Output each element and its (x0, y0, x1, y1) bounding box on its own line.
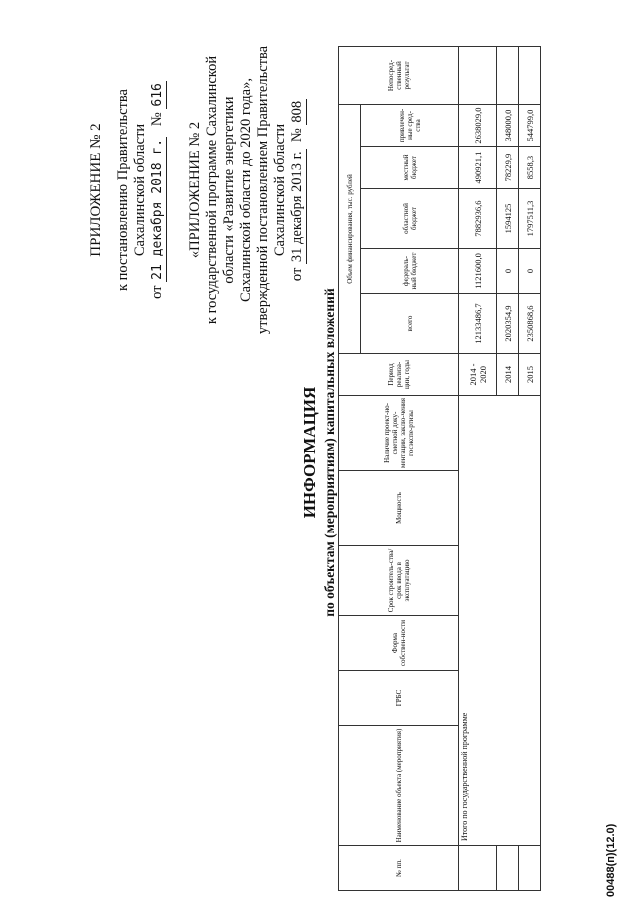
col-power-header: Мощность (339, 471, 459, 546)
col-local-header: местный бюджет (361, 147, 459, 189)
prev-line-1: к государственной программе Сахалинской (204, 55, 220, 325)
col-fin-header: Объем финансирования, тыс. рублей (339, 105, 361, 354)
col-grbs-header: ГРБС (339, 671, 459, 726)
prev-line-3: Сахалинской области до 2020 года», (238, 78, 254, 302)
prev-line-4: утвержденной постановлением Правительства (255, 45, 271, 335)
col-reg-header: областной бюджет (361, 189, 459, 249)
total-label: Итого по государственной программе (459, 396, 541, 846)
prev-number: 808 (289, 100, 305, 123)
resolution-date-line: от 21 декабря 2018 г. № 616 (149, 83, 165, 299)
cell-reg: 7882936,6 (459, 189, 497, 249)
table-row (459, 47, 497, 891)
cell-attr: 2638029,0 (459, 105, 497, 147)
info-title: ИНФОРМАЦИЯ (300, 386, 319, 519)
cell-reg: 1797511,3 (519, 189, 541, 249)
cell-local: 8558,3 (519, 147, 541, 189)
col-fed-header: федераль-ный бюджет (361, 249, 459, 294)
col-form-header: Форма собствен-ности (339, 616, 459, 671)
col-attr-header: привлечен-ные сред-ства (361, 105, 459, 147)
col-period-header: Период реализа-ции, годы (339, 354, 459, 396)
col-term-header: Срок строитель-ства/срок ввода в эксплуатацию (339, 546, 459, 616)
col-result-header: Непосред-ственный результат (339, 47, 459, 105)
cell-period: 2014 (497, 354, 519, 396)
col-project-header: Наличие проект-но-сметной доку-ментации, заклю-чения госэкспе-ртизы (339, 396, 459, 471)
col-total-header: всего (361, 294, 459, 354)
cell-total: 12133486,7 (459, 294, 497, 354)
cell-fed: 1121600,0 (459, 249, 497, 294)
cell-result (459, 47, 497, 105)
resolution-number: 616 (150, 83, 165, 107)
col-no-header: № пп. (339, 846, 459, 891)
cell-local: 490921,1 (459, 147, 497, 189)
cell-no (519, 846, 541, 891)
cell-result (519, 47, 541, 105)
col-name-header: Наименование объекта (мероприятия) (339, 726, 459, 846)
cell-no (497, 846, 519, 891)
prev-line-2: области «Развитие энергетики (221, 96, 237, 284)
capital-investment-table (338, 46, 541, 891)
prev-appendix-title: «ПРИЛОЖЕНИЕ № 2 (187, 121, 203, 259)
cell-fed: 0 (519, 249, 541, 294)
appendix-header (88, 20, 307, 360)
resolution-line: к постановлению Правительства (115, 89, 131, 291)
cell-result (497, 47, 519, 105)
prev-line-5: Сахалинской области (272, 123, 288, 257)
cell-period: 2014 - 2020 (459, 354, 497, 396)
cell-period: 2015 (519, 354, 541, 396)
resolution-date: 21 декабря 2018 г. (150, 138, 165, 280)
cell-no (459, 846, 497, 891)
cell-total: 2350868,6 (519, 294, 541, 354)
prev-date-line: от 31 декабря 2013 г. № 808 (289, 100, 305, 282)
cell-total: 2020354,9 (497, 294, 519, 354)
info-subtitle: по объектам (мероприятиям) капитальных вложений (322, 288, 337, 617)
region-line: Сахалинской области (132, 123, 148, 257)
document-code: 00488(п)(12.0) (605, 823, 617, 897)
prev-date: 31 декабря 2013 г. (289, 151, 305, 263)
appendix-title: ПРИЛОЖЕНИЕ № 2 (88, 123, 104, 257)
cell-reg: 1594125 (497, 189, 519, 249)
cell-fed: 0 (497, 249, 519, 294)
cell-attr: 348000,0 (497, 105, 519, 147)
cell-attr: 544799,0 (519, 105, 541, 147)
cell-local: 78229,9 (497, 147, 519, 189)
